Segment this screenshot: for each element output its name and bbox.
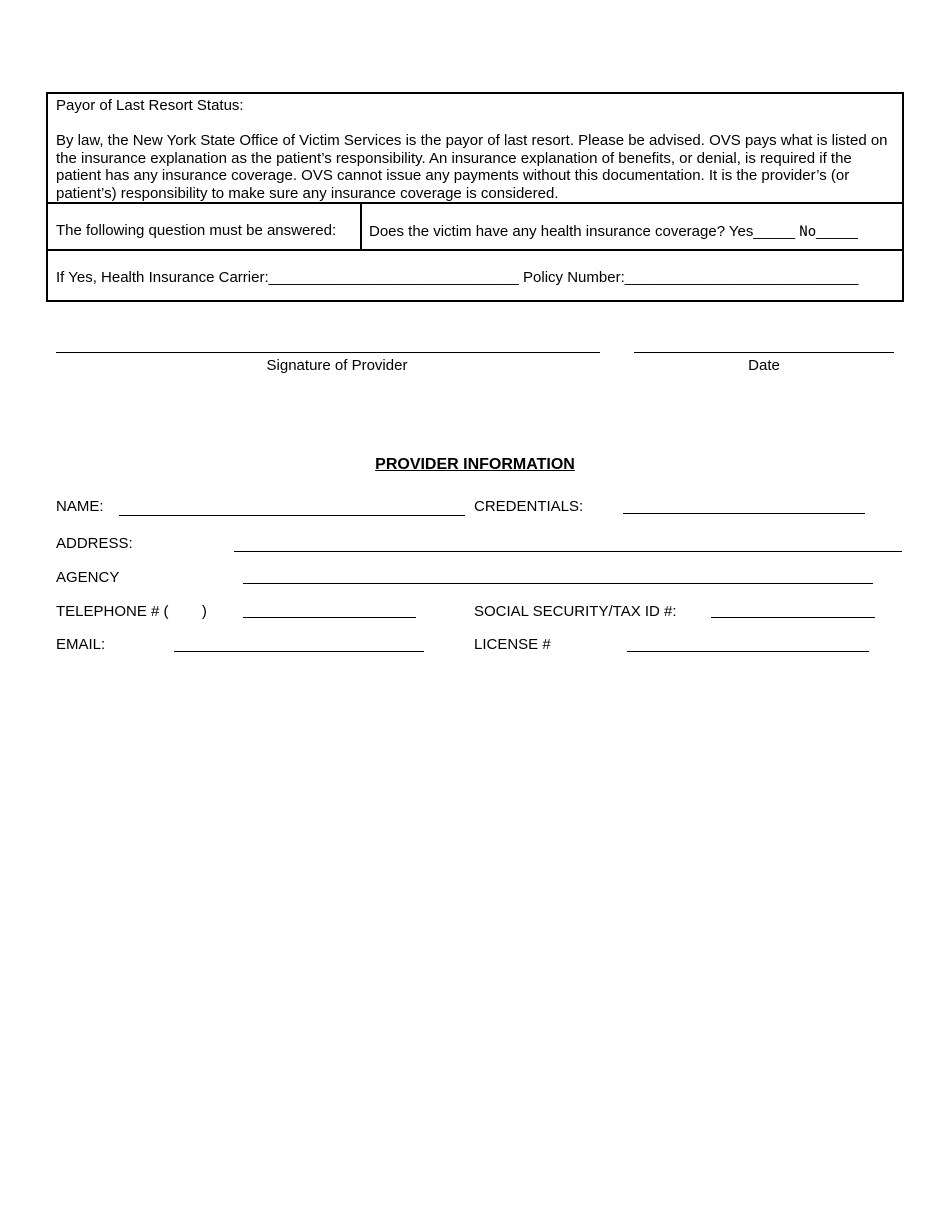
agency-field[interactable] [243, 583, 873, 584]
license-field[interactable] [627, 651, 869, 652]
payor-status-box [46, 92, 904, 302]
telephone-label: TELEPHONE # ( ) [56, 603, 207, 620]
page-title: PROVIDER INFORMATION [375, 456, 575, 473]
signature-date-field[interactable] [634, 352, 894, 353]
payor-status-title: Payor of Last Resort Status: [56, 97, 244, 114]
question-divider [360, 203, 362, 250]
no-blank[interactable]: _____ [816, 223, 858, 240]
address-field[interactable] [234, 551, 902, 552]
telephone-field[interactable] [243, 617, 416, 618]
credentials-label: CREDENTIALS: [474, 498, 584, 515]
provider-signature-field[interactable] [56, 352, 600, 353]
payor-status-text: By law, the New York State Office of Victim Services is the payor of last resort. Please be advised. OVS pays what is listed on the insurance explanation as the patient’s responsibility. An insurance explanation of benefits, or denial, is required if the patient has any insurance coverage. OVS cannot issue any payments without this documentation. It is the provider’s (or patient’s) responsibility to make sure any insurance coverage is considered. [56, 132, 888, 202]
insurance-carrier-line[interactable]: If Yes, Health Insurance Carrier:______________________________ Policy Number:____________________________ [56, 269, 859, 286]
ssn-tax-id-field[interactable] [711, 617, 875, 618]
question-label: The following question must be answered: [56, 222, 337, 239]
box-divider [48, 249, 902, 251]
license-label: LICENSE # [474, 636, 551, 653]
no-label: No [799, 224, 817, 240]
name-label: NAME: [56, 498, 104, 515]
insurance-coverage-question[interactable] [369, 223, 858, 241]
email-field[interactable] [174, 651, 424, 652]
email-label: EMAIL: [56, 636, 106, 653]
box-divider [48, 202, 902, 204]
name-field[interactable] [119, 515, 465, 516]
ssn-tax-id-label: SOCIAL SECURITY/TAX ID #: [474, 603, 677, 620]
address-label: ADDRESS: [56, 535, 133, 552]
credentials-field[interactable] [623, 513, 865, 514]
insurance-question-text: Does the victim have any health insurance coverage? Yes_____ [369, 223, 800, 240]
agency-label: AGENCY [56, 569, 120, 586]
provider-signature-label: Signature of Provider [266, 357, 408, 374]
date-label: Date [748, 357, 780, 374]
